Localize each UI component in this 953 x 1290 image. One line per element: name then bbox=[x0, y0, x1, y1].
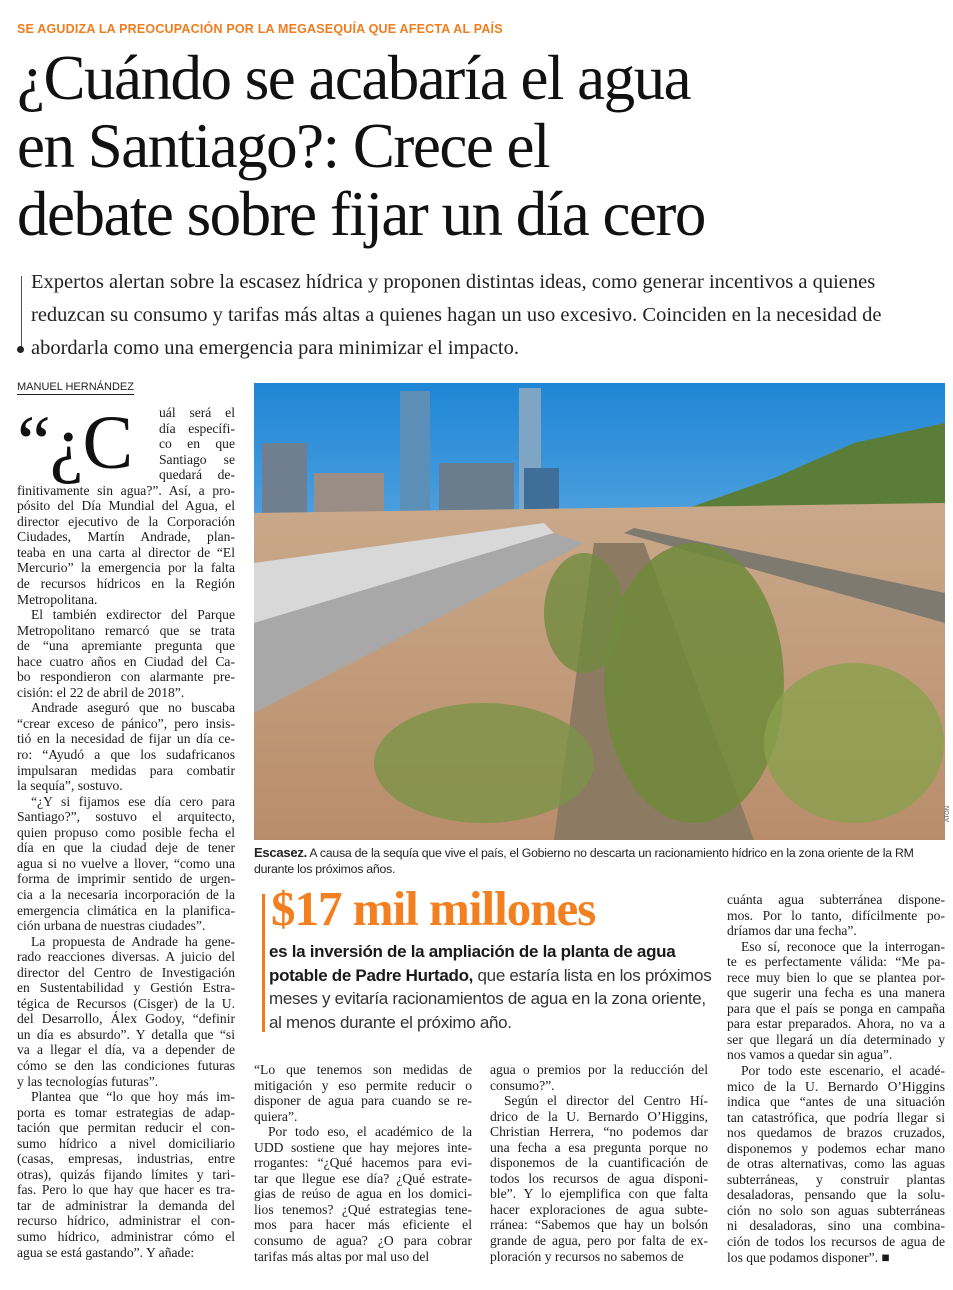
text-line: de otras alternativas, como las aguas bbox=[727, 1156, 945, 1172]
text-line: agua si no vuelve a llover, “como una bbox=[17, 855, 235, 871]
text-line: ni desaladoras, sino una combina- bbox=[727, 1218, 945, 1234]
text-line: rece muy bien lo que se plantea por- bbox=[727, 969, 945, 985]
kicker: SE AGUDIZA LA PREOCUPACIÓN POR LA MEGASEQUÍA QUE AFECTA AL PAÍS bbox=[17, 22, 503, 36]
text-line: uál será el bbox=[159, 405, 235, 420]
text-line: disponer de agua para cuando se re- bbox=[254, 1093, 472, 1109]
text-line: cia a la necesaria incorporación de la bbox=[17, 886, 235, 902]
text-line: disponemos y podemos echar mano bbox=[727, 1140, 945, 1156]
caption-lead: Escasez. bbox=[254, 845, 307, 860]
text-line: ción urbana de nuestras ciudades”. bbox=[17, 918, 206, 934]
text-line: consumo de agua? ¿O para cobrar bbox=[254, 1233, 472, 1249]
text-line: drico de la U. Bernardo O’Higgins, bbox=[490, 1108, 708, 1124]
drop-cap-text: “¿C bbox=[17, 401, 133, 485]
text-line: porta es tomar estrategias de adap- bbox=[17, 1104, 235, 1120]
text-line: la sequía”, sostuvo. bbox=[17, 778, 123, 794]
text-line: mos. Por lo tanto, difícilmente po- bbox=[727, 907, 945, 923]
text-line: te es perfectamente válida: “Me pa- bbox=[727, 954, 945, 970]
text-line: forma de imprimir sentido de urgen- bbox=[17, 871, 235, 887]
text-line: subterráneas, y construir plantas bbox=[727, 1171, 945, 1187]
text-line: bo respondieron con alarmante pre- bbox=[17, 669, 235, 685]
text-line: cisión: el 22 de abril de 2018”. bbox=[17, 684, 185, 700]
text-line: de recursos hídricos en la Región bbox=[17, 576, 235, 592]
text-line: todos los recursos de agua disponi- bbox=[490, 1170, 708, 1186]
text-line: “crear exceso de pánico”, pero insis- bbox=[17, 715, 235, 731]
photo-mapocho-river bbox=[254, 383, 945, 840]
text-line: finitivamente sin agua?”. Así, a pro- bbox=[17, 482, 235, 498]
text-line: desaladoras, pensando que la solu- bbox=[727, 1187, 945, 1203]
text-line: rránea: “Sabemos que hay un bolsón bbox=[490, 1217, 708, 1233]
text-line: lios tenemos? ¿Qué estrategias tene- bbox=[254, 1201, 472, 1217]
text-line: Por todo eso, el académico de la bbox=[268, 1124, 472, 1140]
text-line: pósito del Día Mundial del Agua, el bbox=[17, 498, 235, 514]
text-line: Por todo este escenario, el acadé- bbox=[741, 1063, 945, 1079]
text-line: tió en la necesidad de fijar un día ce- bbox=[17, 731, 235, 747]
text-line: consumo?”. bbox=[490, 1077, 555, 1093]
column-3 bbox=[490, 1062, 708, 1264]
text-line: los que podamos disponer”. ■ bbox=[727, 1249, 890, 1265]
text-line: día en que la ciudad deje de tener bbox=[17, 840, 235, 856]
text-line: Christian Herrera, “no podemos dar bbox=[490, 1124, 708, 1140]
callout-figure: $17 mil millones bbox=[271, 881, 596, 936]
photo-caption bbox=[254, 845, 944, 877]
text-line: Santiago?”, sostuvo el arquitecto, bbox=[17, 809, 235, 825]
text-line: quiera”. bbox=[254, 1108, 298, 1124]
text-line: (casas, empresas, industrias, entre bbox=[17, 1151, 235, 1167]
text-line: tar que llegue ese día? ¿Qué estrate- bbox=[254, 1170, 472, 1186]
headline-line: en Santiago?: Crece el bbox=[17, 111, 550, 181]
text-line: de “una apremiante pregunta que bbox=[17, 638, 235, 654]
headline-line: debate sobre fijar un día cero bbox=[17, 179, 705, 249]
text-line: Ciudades, Martín Andrade, plan- bbox=[17, 529, 235, 545]
text-line: mico de la U. Bernardo O’Higgins bbox=[727, 1078, 945, 1094]
text-line: cómo se den las condiciones futuras bbox=[17, 1057, 235, 1073]
text-line: tégica de Recursos (Cisger) de la U. bbox=[17, 995, 235, 1011]
text-line: una fecha a esa pregunta porque no bbox=[490, 1139, 708, 1155]
byline: MANUEL HERNÁNDEZ bbox=[17, 381, 134, 393]
deck-rule bbox=[21, 276, 22, 348]
text-line: en Sustentabilidad y Gestión Estra- bbox=[17, 980, 235, 996]
text-line: indica que “antes de una situación bbox=[727, 1094, 945, 1110]
text-line: grande de agua, pero por falta de ex- bbox=[490, 1233, 708, 1249]
text-line: ción de todos los recursos de agua de bbox=[727, 1234, 945, 1250]
text-line: teaba en una carta al director de “El bbox=[17, 544, 235, 560]
text-line: dríamos dar una fecha”. bbox=[727, 923, 857, 939]
column-2 bbox=[254, 1062, 472, 1264]
text-line: hacer exploraciones de agua subte- bbox=[490, 1201, 708, 1217]
text-line: El también exdirector del Parque bbox=[31, 607, 235, 623]
text-line: rado reacciones diversas. A juicio del bbox=[17, 949, 235, 965]
text-line: impulsaran medidas para combatir bbox=[17, 762, 235, 778]
text-line: para estar preparados. Ahora, no va a bbox=[727, 1016, 945, 1032]
deck-bullet-icon bbox=[17, 346, 24, 353]
text-line: tan catastrófica, que podría llegar si bbox=[727, 1109, 945, 1125]
text-line: Plantea que “lo que hoy más im- bbox=[31, 1089, 235, 1105]
text-line: del Desarrollo, Álex Godoy, “definir bbox=[17, 1011, 235, 1027]
text-line: otras), quizás fijando límites y tari- bbox=[17, 1166, 235, 1182]
text-line: “Lo que tenemos son medidas de bbox=[254, 1062, 472, 1077]
photo-illustration bbox=[254, 383, 945, 840]
text-line: rrogantes: “¿Qué hacemos para evi- bbox=[254, 1155, 472, 1171]
text-line: hace cuatro años en Ciudad del Ca- bbox=[17, 653, 235, 669]
text-line: nos quedamos de brazos cruzados, bbox=[727, 1125, 945, 1141]
caption-text: A causa de la sequía que vive el país, el Gobierno no descarta un racionamiento hídrico en la zona oriente de la RM durante los próximos años. bbox=[254, 846, 914, 876]
headline bbox=[17, 44, 817, 248]
photo-credit: ATON bbox=[945, 805, 951, 822]
text-line: día específi- bbox=[159, 420, 235, 436]
text-line: UDD sostiene que hay mejores inte- bbox=[254, 1139, 472, 1155]
text-line: que sugerir una fecha es una manera bbox=[727, 985, 945, 1001]
text-line: sumo hídrico, administrar cómo el bbox=[17, 1228, 235, 1244]
text-line: director del Centro de Investigación bbox=[17, 964, 235, 980]
text-line: “¿Y si fijamos ese día cero para bbox=[31, 793, 235, 809]
text-line: director ejecutivo de la Corporación bbox=[17, 513, 235, 529]
text-line: mitigación y eso permite reducir o bbox=[254, 1077, 472, 1093]
text-line: fas. Pero lo que hay que hacer es tra- bbox=[17, 1182, 235, 1198]
text-line: mos para hacer más eficiente el bbox=[254, 1217, 472, 1233]
text-line: agua se está gastando”. Y añade: bbox=[17, 1244, 195, 1260]
text-line: un día es absurdo”. Y detalla que “si bbox=[17, 1026, 235, 1042]
headline-line: ¿Cuándo se acabaría el agua bbox=[17, 43, 691, 113]
text-line: tarifas más altas por mal uso del bbox=[254, 1248, 430, 1264]
column-1 bbox=[17, 401, 235, 1260]
text-line: va a llegar el día, va a depender de bbox=[17, 1042, 235, 1058]
text-line: Según el director del Centro Hí- bbox=[504, 1093, 708, 1109]
text-line: agua o premios por la reducción del bbox=[490, 1062, 708, 1077]
text-line: disponemos de la cuantificación de bbox=[490, 1155, 708, 1171]
deck: Expertos alertan sobre la escasez hídrica y proponen distintas ideas, como generar incentivos a quienes reduzcan su consumo y tarifas más altas a quienes hagan un uso excesivo. Coinciden en la necesidad de abordarla como una emergencia para minimizar el impacto. bbox=[31, 271, 882, 359]
text-line: Andrade aseguró que no buscaba bbox=[31, 700, 235, 716]
callout-bold: es la inversión de la ampliación de la planta de agua potable de Padre Hurtado, bbox=[269, 942, 676, 985]
text-line: ser que llegará un día determinado y bbox=[727, 1031, 945, 1047]
column-4 bbox=[727, 892, 945, 1265]
text-line: quedará de- bbox=[159, 467, 235, 483]
drop-cap bbox=[17, 401, 159, 485]
text-line: emergencia climática en la planifica- bbox=[17, 902, 235, 918]
text-line: tar de administrar la demanda del bbox=[17, 1197, 235, 1213]
text-line: Metropolitano remarcó que se trata bbox=[17, 622, 235, 638]
text-line: cuánta agua subterránea dispone- bbox=[727, 892, 945, 907]
text-line: Metropolitana. bbox=[17, 591, 98, 607]
callout-rest: que estaría lista en los próximos meses y evitaría racionamientos de agua en la zona oriente, al menos durante el próximo año. bbox=[269, 965, 712, 1032]
text-line: Santiago se bbox=[159, 451, 235, 467]
text-line: co en que bbox=[159, 436, 235, 452]
text-line: sumo hídrico a nivel domiciliario bbox=[17, 1135, 235, 1151]
text-line: quien propuso como posible fecha el bbox=[17, 824, 235, 840]
text-line: para que el país se ponga en campaña bbox=[727, 1000, 945, 1016]
callout-text bbox=[269, 940, 714, 1034]
text-line: y las tecnologías futuras”. bbox=[17, 1073, 159, 1089]
text-line: gias de reúso de agua en los domici- bbox=[254, 1186, 472, 1202]
text-line: recurso hídrico, administrar el con- bbox=[17, 1213, 235, 1229]
text-line: Mercurio” la emergencia por la falta bbox=[17, 560, 235, 576]
text-line: ción no solo son aguas subterráneas bbox=[727, 1202, 945, 1218]
text-line: ble”. Y lo ejemplifica con que falta bbox=[490, 1186, 708, 1202]
text-line: ploración y recursos no sabemos de bbox=[490, 1248, 684, 1264]
text-line: La propuesta de Andrade ha gene- bbox=[31, 933, 235, 949]
text-line: Eso sí, reconoce que la interrogan- bbox=[741, 938, 945, 954]
text-line: nos vamos a quedar sin agua”. bbox=[727, 1047, 893, 1063]
text-line: ro: “Ayudó a que los sudafricanos bbox=[17, 747, 235, 763]
text-line: tación que permitan reducir el con- bbox=[17, 1120, 235, 1136]
callout-accent-bar bbox=[262, 894, 265, 1032]
